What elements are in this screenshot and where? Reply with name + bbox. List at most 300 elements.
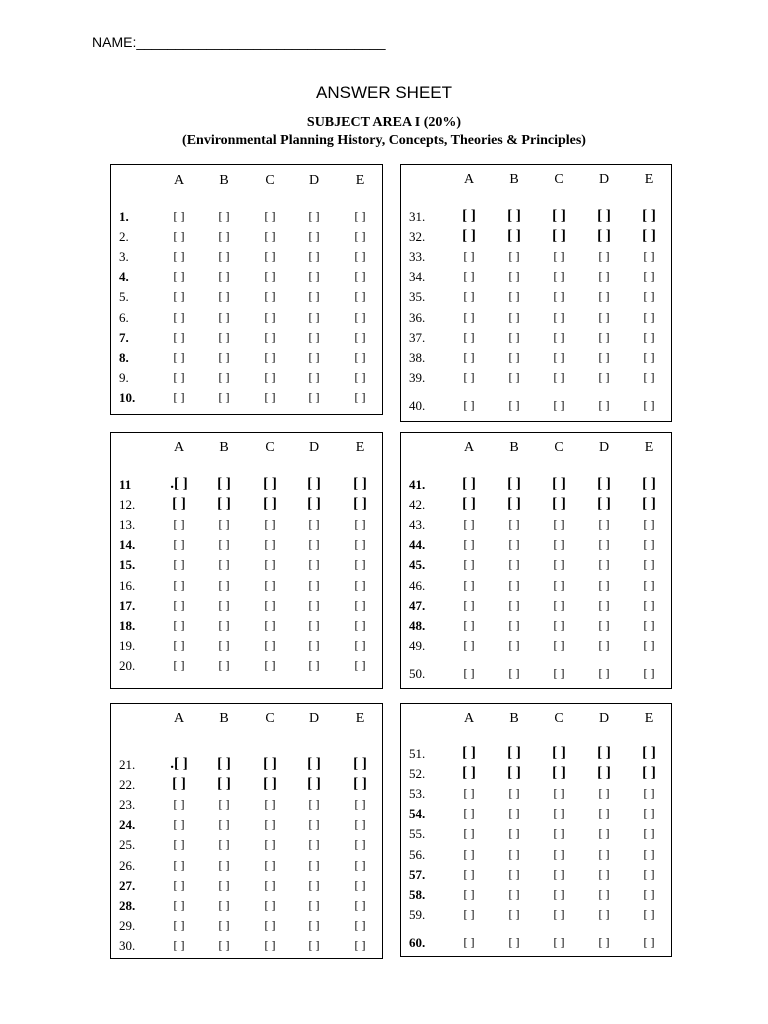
answer-option-b[interactable]: [ ] xyxy=(218,897,230,912)
answer-option-d[interactable]: [ ] xyxy=(598,517,610,532)
answer-option-d[interactable]: [ ] xyxy=(597,765,611,782)
answer-option-a[interactable]: [ ] xyxy=(173,637,185,652)
answer-option-d[interactable]: [ ] xyxy=(308,657,320,672)
answer-option-b[interactable]: [ ] xyxy=(218,329,230,344)
answer-option-c[interactable]: [ ] xyxy=(553,289,565,304)
answer-option-b[interactable]: [ ] xyxy=(218,857,230,872)
answer-option-d[interactable]: [ ] xyxy=(308,209,320,223)
answer-option-c[interactable]: [ ] xyxy=(553,665,565,680)
answer-option-d[interactable]: [ ] xyxy=(598,329,610,344)
answer-option-e[interactable]: [ ] xyxy=(643,665,655,680)
answer-option-b[interactable]: [ ] xyxy=(508,806,520,821)
answer-option-e[interactable]: [ ] xyxy=(642,476,656,492)
answer-option-c[interactable]: [ ] xyxy=(264,229,276,244)
answer-option-e[interactable]: [ ] xyxy=(354,917,366,932)
answer-option-a[interactable]: [ ] xyxy=(463,249,475,264)
answer-option-e[interactable]: [ ] xyxy=(353,756,367,772)
answer-option-e[interactable]: [ ] xyxy=(643,846,655,861)
answer-option-b[interactable]: [ ] xyxy=(218,229,230,244)
answer-option-a[interactable]: [ ] xyxy=(173,797,185,812)
answer-option-d[interactable]: [ ] xyxy=(308,857,320,872)
answer-option-c[interactable]: [ ] xyxy=(553,269,565,284)
answer-option-a[interactable]: [ ] xyxy=(463,846,475,861)
answer-option-e[interactable]: [ ] xyxy=(354,349,366,364)
answer-option-e[interactable]: [ ] xyxy=(643,517,655,532)
answer-option-a[interactable]: [ ] xyxy=(463,309,475,324)
answer-option-a[interactable]: [ ] xyxy=(173,537,185,552)
answer-option-c[interactable]: [ ] xyxy=(264,637,276,652)
answer-option-e[interactable]: [ ] xyxy=(354,389,366,404)
answer-option-d[interactable]: [ ] xyxy=(308,369,320,384)
answer-option-b[interactable]: [ ] xyxy=(508,617,520,632)
answer-option-e[interactable]: [ ] xyxy=(643,537,655,552)
answer-option-d[interactable]: [ ] xyxy=(308,597,320,612)
answer-option-d[interactable]: [ ] xyxy=(307,496,321,513)
answer-option-e[interactable]: [ ] xyxy=(642,228,656,245)
answer-option-d[interactable]: [ ] xyxy=(598,369,610,384)
answer-option-a[interactable]: [ ] xyxy=(463,557,475,572)
answer-option-c[interactable]: [ ] xyxy=(553,349,565,364)
answer-option-a[interactable]: [ ] xyxy=(172,776,186,793)
answer-option-b[interactable]: [ ] xyxy=(218,209,230,223)
answer-option-e[interactable]: [ ] xyxy=(354,229,366,244)
answer-option-a[interactable]: [ ] xyxy=(173,657,185,672)
answer-option-c[interactable]: [ ] xyxy=(552,208,566,224)
answer-option-b[interactable]: [ ] xyxy=(508,597,520,612)
answer-option-e[interactable]: [ ] xyxy=(354,309,366,324)
answer-option-b[interactable]: [ ] xyxy=(508,906,520,921)
answer-option-e[interactable]: [ ] xyxy=(354,517,366,532)
answer-option-e[interactable]: [ ] xyxy=(643,806,655,821)
answer-option-d[interactable]: [ ] xyxy=(308,517,320,532)
answer-option-c[interactable]: [ ] xyxy=(553,369,565,384)
answer-option-d[interactable]: [ ] xyxy=(598,597,610,612)
answer-option-b[interactable]: [ ] xyxy=(508,289,520,304)
answer-option-e[interactable]: [ ] xyxy=(354,557,366,572)
answer-option-a[interactable]: [ ] xyxy=(173,617,185,632)
answer-option-d[interactable]: [ ] xyxy=(308,349,320,364)
answer-option-e[interactable]: [ ] xyxy=(354,577,366,592)
answer-option-e[interactable]: [ ] xyxy=(353,496,367,513)
answer-option-e[interactable]: [ ] xyxy=(354,657,366,672)
answer-option-a[interactable]: [ ] xyxy=(173,897,185,912)
answer-option-d[interactable]: [ ] xyxy=(307,476,321,492)
answer-option-d[interactable]: [ ] xyxy=(598,637,610,652)
answer-option-a[interactable]: [ ] xyxy=(173,389,185,404)
answer-option-c[interactable]: [ ] xyxy=(553,517,565,532)
answer-option-b[interactable]: [ ] xyxy=(218,597,230,612)
answer-option-e[interactable]: [ ] xyxy=(642,496,656,513)
answer-option-c[interactable]: [ ] xyxy=(264,209,276,223)
answer-option-d[interactable]: [ ] xyxy=(307,776,321,793)
answer-option-e[interactable]: [ ] xyxy=(354,837,366,852)
answer-option-d[interactable]: [ ] xyxy=(308,877,320,892)
answer-option-c[interactable]: [ ] xyxy=(553,886,565,901)
answer-option-b[interactable]: [ ] xyxy=(218,617,230,632)
answer-option-b[interactable]: [ ] xyxy=(508,846,520,861)
answer-option-a[interactable]: [ ] xyxy=(173,289,185,304)
answer-option-b[interactable]: [ ] xyxy=(508,886,520,901)
answer-option-c[interactable]: [ ] xyxy=(263,476,277,492)
answer-option-d[interactable]: [ ] xyxy=(308,269,320,284)
answer-option-a[interactable]: [ ] xyxy=(173,817,185,832)
answer-option-a[interactable]: [ ] xyxy=(463,577,475,592)
answer-option-a[interactable]: [ ] xyxy=(463,637,475,652)
answer-option-d[interactable]: [ ] xyxy=(598,309,610,324)
answer-option-e[interactable]: [ ] xyxy=(354,597,366,612)
answer-option-d[interactable]: [ ] xyxy=(308,389,320,404)
answer-option-e[interactable]: [ ] xyxy=(643,557,655,572)
answer-option-b[interactable]: [ ] xyxy=(508,826,520,841)
answer-option-d[interactable]: [ ] xyxy=(308,577,320,592)
answer-option-b[interactable]: [ ] xyxy=(508,369,520,384)
answer-option-c[interactable]: [ ] xyxy=(553,617,565,632)
answer-option-e[interactable]: [ ] xyxy=(354,209,366,223)
answer-option-c[interactable]: [ ] xyxy=(264,617,276,632)
answer-option-a[interactable]: [ ] xyxy=(462,765,476,782)
answer-option-b[interactable]: [ ] xyxy=(508,786,520,801)
answer-option-d[interactable]: [ ] xyxy=(597,228,611,245)
answer-option-d[interactable]: [ ] xyxy=(598,557,610,572)
answer-option-a[interactable]: [ ] xyxy=(173,209,185,223)
answer-option-c[interactable]: [ ] xyxy=(553,934,565,949)
answer-option-e[interactable]: [ ] xyxy=(353,776,367,793)
answer-option-c[interactable]: [ ] xyxy=(552,228,566,245)
answer-option-b[interactable]: [ ] xyxy=(218,797,230,812)
answer-option-d[interactable]: [ ] xyxy=(308,249,320,264)
answer-option-a[interactable]: [ ] xyxy=(463,517,475,532)
answer-option-b[interactable]: [ ] xyxy=(508,665,520,680)
answer-option-b[interactable]: [ ] xyxy=(508,866,520,881)
answer-option-d[interactable]: [ ] xyxy=(308,309,320,324)
answer-option-b[interactable]: [ ] xyxy=(508,349,520,364)
answer-option-d[interactable]: [ ] xyxy=(598,289,610,304)
answer-option-a[interactable]: [ ] xyxy=(462,208,476,224)
answer-option-a[interactable]: .[ ] xyxy=(170,476,188,492)
answer-option-d[interactable]: [ ] xyxy=(598,249,610,264)
answer-option-e[interactable]: [ ] xyxy=(354,617,366,632)
answer-option-b[interactable]: [ ] xyxy=(218,937,230,952)
answer-option-c[interactable]: [ ] xyxy=(264,937,276,952)
answer-option-b[interactable]: [ ] xyxy=(507,208,521,224)
answer-option-b[interactable]: [ ] xyxy=(218,557,230,572)
answer-option-c[interactable]: [ ] xyxy=(553,846,565,861)
answer-option-a[interactable]: [ ] xyxy=(173,269,185,284)
answer-option-c[interactable]: [ ] xyxy=(263,496,277,513)
answer-option-d[interactable]: [ ] xyxy=(598,866,610,881)
answer-option-b[interactable]: [ ] xyxy=(507,745,521,761)
answer-option-b[interactable]: [ ] xyxy=(218,657,230,672)
answer-option-e[interactable]: [ ] xyxy=(643,617,655,632)
answer-option-d[interactable]: [ ] xyxy=(308,617,320,632)
answer-option-a[interactable]: [ ] xyxy=(173,249,185,264)
answer-option-c[interactable]: [ ] xyxy=(264,817,276,832)
answer-option-d[interactable]: [ ] xyxy=(308,797,320,812)
answer-option-a[interactable]: [ ] xyxy=(173,877,185,892)
answer-option-a[interactable]: [ ] xyxy=(463,349,475,364)
answer-option-e[interactable]: [ ] xyxy=(643,249,655,264)
answer-option-a[interactable]: [ ] xyxy=(463,906,475,921)
answer-option-b[interactable]: [ ] xyxy=(508,557,520,572)
answer-option-b[interactable]: [ ] xyxy=(507,228,521,245)
answer-option-c[interactable]: [ ] xyxy=(264,597,276,612)
answer-option-e[interactable]: [ ] xyxy=(354,249,366,264)
answer-option-d[interactable]: [ ] xyxy=(308,937,320,952)
answer-option-c[interactable]: [ ] xyxy=(264,329,276,344)
answer-option-e[interactable]: [ ] xyxy=(354,897,366,912)
answer-option-a[interactable]: [ ] xyxy=(173,349,185,364)
answer-option-e[interactable]: [ ] xyxy=(643,397,655,412)
answer-option-a[interactable]: [ ] xyxy=(463,826,475,841)
answer-option-a[interactable]: [ ] xyxy=(463,866,475,881)
answer-option-b[interactable]: [ ] xyxy=(218,309,230,324)
answer-option-b[interactable]: [ ] xyxy=(218,389,230,404)
answer-option-c[interactable]: [ ] xyxy=(264,557,276,572)
answer-option-a[interactable]: [ ] xyxy=(173,229,185,244)
answer-option-c[interactable]: [ ] xyxy=(264,309,276,324)
answer-option-e[interactable]: [ ] xyxy=(354,817,366,832)
answer-option-b[interactable]: [ ] xyxy=(507,476,521,492)
answer-option-c[interactable]: [ ] xyxy=(264,249,276,264)
answer-option-b[interactable]: [ ] xyxy=(218,637,230,652)
answer-option-d[interactable]: [ ] xyxy=(308,229,320,244)
answer-option-a[interactable]: [ ] xyxy=(173,369,185,384)
answer-option-e[interactable]: [ ] xyxy=(642,765,656,782)
answer-option-b[interactable]: [ ] xyxy=(218,817,230,832)
answer-option-d[interactable]: [ ] xyxy=(597,208,611,224)
answer-option-d[interactable]: [ ] xyxy=(597,745,611,761)
answer-option-c[interactable]: [ ] xyxy=(552,476,566,492)
answer-option-a[interactable]: [ ] xyxy=(463,289,475,304)
answer-option-d[interactable]: [ ] xyxy=(308,557,320,572)
answer-option-d[interactable]: [ ] xyxy=(598,665,610,680)
answer-option-d[interactable]: [ ] xyxy=(308,289,320,304)
answer-option-a[interactable]: [ ] xyxy=(173,857,185,872)
answer-option-c[interactable]: [ ] xyxy=(264,537,276,552)
answer-option-c[interactable]: [ ] xyxy=(264,269,276,284)
answer-option-a[interactable]: [ ] xyxy=(173,329,185,344)
answer-option-b[interactable]: [ ] xyxy=(218,537,230,552)
answer-option-a[interactable]: [ ] xyxy=(462,745,476,761)
answer-option-d[interactable]: [ ] xyxy=(308,329,320,344)
answer-option-b[interactable]: [ ] xyxy=(508,269,520,284)
answer-option-e[interactable]: [ ] xyxy=(643,369,655,384)
answer-option-a[interactable]: [ ] xyxy=(463,369,475,384)
answer-option-d[interactable]: [ ] xyxy=(308,917,320,932)
answer-option-c[interactable]: [ ] xyxy=(552,745,566,761)
answer-option-e[interactable]: [ ] xyxy=(643,597,655,612)
answer-option-c[interactable]: [ ] xyxy=(264,837,276,852)
answer-option-d[interactable]: [ ] xyxy=(308,537,320,552)
answer-option-e[interactable]: [ ] xyxy=(643,269,655,284)
answer-option-d[interactable]: [ ] xyxy=(598,846,610,861)
answer-option-b[interactable]: [ ] xyxy=(218,837,230,852)
answer-option-a[interactable]: [ ] xyxy=(463,806,475,821)
answer-option-c[interactable]: [ ] xyxy=(552,765,566,782)
answer-option-c[interactable]: [ ] xyxy=(264,389,276,404)
answer-option-c[interactable]: [ ] xyxy=(553,309,565,324)
answer-option-c[interactable]: [ ] xyxy=(264,289,276,304)
answer-option-c[interactable]: [ ] xyxy=(553,329,565,344)
answer-option-d[interactable]: [ ] xyxy=(308,897,320,912)
answer-option-c[interactable]: [ ] xyxy=(264,797,276,812)
answer-option-a[interactable]: [ ] xyxy=(463,786,475,801)
answer-option-b[interactable]: [ ] xyxy=(508,577,520,592)
answer-option-d[interactable]: [ ] xyxy=(598,906,610,921)
answer-option-a[interactable]: [ ] xyxy=(462,228,476,245)
answer-option-e[interactable]: [ ] xyxy=(354,369,366,384)
answer-option-e[interactable]: [ ] xyxy=(354,857,366,872)
answer-option-e[interactable]: [ ] xyxy=(643,349,655,364)
answer-option-c[interactable]: [ ] xyxy=(553,806,565,821)
answer-option-b[interactable]: [ ] xyxy=(218,269,230,284)
answer-option-a[interactable]: [ ] xyxy=(462,476,476,492)
answer-option-c[interactable]: [ ] xyxy=(264,369,276,384)
answer-option-a[interactable]: [ ] xyxy=(463,537,475,552)
answer-option-a[interactable]: [ ] xyxy=(173,837,185,852)
answer-option-c[interactable]: [ ] xyxy=(553,557,565,572)
answer-option-c[interactable]: [ ] xyxy=(553,577,565,592)
answer-option-c[interactable]: [ ] xyxy=(553,906,565,921)
answer-option-a[interactable]: [ ] xyxy=(173,597,185,612)
answer-option-e[interactable]: [ ] xyxy=(354,537,366,552)
answer-option-c[interactable]: [ ] xyxy=(264,917,276,932)
answer-option-e[interactable]: [ ] xyxy=(642,745,656,761)
answer-option-d[interactable]: [ ] xyxy=(598,577,610,592)
answer-option-d[interactable]: [ ] xyxy=(308,817,320,832)
answer-option-c[interactable]: [ ] xyxy=(263,776,277,793)
answer-option-d[interactable]: [ ] xyxy=(598,934,610,949)
answer-option-c[interactable]: [ ] xyxy=(553,866,565,881)
name-line[interactable]: NAME:________________________________ xyxy=(92,34,386,50)
answer-option-b[interactable]: [ ] xyxy=(508,397,520,412)
answer-option-c[interactable]: [ ] xyxy=(264,517,276,532)
answer-option-d[interactable]: [ ] xyxy=(307,756,321,772)
answer-option-c[interactable]: [ ] xyxy=(552,496,566,513)
answer-option-e[interactable]: [ ] xyxy=(643,786,655,801)
answer-option-a[interactable]: [ ] xyxy=(463,269,475,284)
answer-option-e[interactable]: [ ] xyxy=(643,866,655,881)
answer-option-d[interactable]: [ ] xyxy=(598,786,610,801)
answer-option-c[interactable]: [ ] xyxy=(264,349,276,364)
answer-option-d[interactable]: [ ] xyxy=(598,269,610,284)
answer-option-d[interactable]: [ ] xyxy=(598,349,610,364)
answer-option-b[interactable]: [ ] xyxy=(508,637,520,652)
answer-option-c[interactable]: [ ] xyxy=(553,249,565,264)
answer-option-c[interactable]: [ ] xyxy=(263,756,277,772)
answer-option-c[interactable]: [ ] xyxy=(553,597,565,612)
answer-option-b[interactable]: [ ] xyxy=(508,249,520,264)
answer-option-c[interactable]: [ ] xyxy=(553,537,565,552)
answer-option-e[interactable]: [ ] xyxy=(643,886,655,901)
answer-option-d[interactable]: [ ] xyxy=(598,397,610,412)
answer-option-b[interactable]: [ ] xyxy=(508,934,520,949)
answer-option-a[interactable]: [ ] xyxy=(463,886,475,901)
answer-option-a[interactable]: [ ] xyxy=(463,934,475,949)
answer-option-e[interactable]: [ ] xyxy=(643,637,655,652)
answer-option-c[interactable]: [ ] xyxy=(264,577,276,592)
answer-option-b[interactable]: [ ] xyxy=(217,776,231,793)
answer-option-a[interactable]: [ ] xyxy=(173,557,185,572)
answer-option-a[interactable]: [ ] xyxy=(463,665,475,680)
answer-option-c[interactable]: [ ] xyxy=(553,786,565,801)
answer-option-b[interactable]: [ ] xyxy=(508,329,520,344)
answer-option-a[interactable]: .[ ] xyxy=(170,756,188,772)
answer-option-b[interactable]: [ ] xyxy=(507,496,521,513)
answer-option-d[interactable]: [ ] xyxy=(598,826,610,841)
answer-option-a[interactable]: [ ] xyxy=(172,496,186,513)
answer-option-e[interactable]: [ ] xyxy=(354,637,366,652)
answer-option-d[interactable]: [ ] xyxy=(598,886,610,901)
answer-option-a[interactable]: [ ] xyxy=(173,937,185,952)
answer-option-b[interactable]: [ ] xyxy=(218,577,230,592)
answer-option-a[interactable]: [ ] xyxy=(463,617,475,632)
answer-option-e[interactable]: [ ] xyxy=(354,269,366,284)
answer-option-b[interactable]: [ ] xyxy=(218,917,230,932)
answer-option-d[interactable]: [ ] xyxy=(598,537,610,552)
answer-option-e[interactable]: [ ] xyxy=(643,577,655,592)
answer-option-e[interactable]: [ ] xyxy=(643,309,655,324)
answer-option-a[interactable]: [ ] xyxy=(463,597,475,612)
answer-option-a[interactable]: [ ] xyxy=(463,329,475,344)
answer-option-e[interactable]: [ ] xyxy=(642,208,656,224)
answer-option-e[interactable]: [ ] xyxy=(354,937,366,952)
answer-option-e[interactable]: [ ] xyxy=(643,289,655,304)
answer-option-b[interactable]: [ ] xyxy=(218,289,230,304)
answer-option-d[interactable]: [ ] xyxy=(308,637,320,652)
answer-option-e[interactable]: [ ] xyxy=(643,934,655,949)
answer-option-b[interactable]: [ ] xyxy=(508,517,520,532)
answer-option-b[interactable]: [ ] xyxy=(217,756,231,772)
answer-option-c[interactable]: [ ] xyxy=(264,857,276,872)
answer-option-a[interactable]: [ ] xyxy=(462,496,476,513)
answer-option-a[interactable]: [ ] xyxy=(173,517,185,532)
answer-option-b[interactable]: [ ] xyxy=(218,369,230,384)
answer-option-e[interactable]: [ ] xyxy=(643,826,655,841)
answer-option-d[interactable]: [ ] xyxy=(598,806,610,821)
answer-option-c[interactable]: [ ] xyxy=(264,657,276,672)
answer-option-a[interactable]: [ ] xyxy=(173,577,185,592)
answer-option-a[interactable]: [ ] xyxy=(173,309,185,324)
answer-option-c[interactable]: [ ] xyxy=(553,826,565,841)
answer-option-b[interactable]: [ ] xyxy=(218,349,230,364)
answer-option-d[interactable]: [ ] xyxy=(597,476,611,492)
answer-option-e[interactable]: [ ] xyxy=(643,906,655,921)
answer-option-e[interactable]: [ ] xyxy=(354,877,366,892)
answer-option-c[interactable]: [ ] xyxy=(553,397,565,412)
answer-option-d[interactable]: [ ] xyxy=(598,617,610,632)
answer-option-c[interactable]: [ ] xyxy=(264,877,276,892)
answer-option-e[interactable]: [ ] xyxy=(354,289,366,304)
answer-option-b[interactable]: [ ] xyxy=(217,476,231,492)
answer-option-b[interactable]: [ ] xyxy=(217,496,231,513)
answer-option-b[interactable]: [ ] xyxy=(218,249,230,264)
answer-option-b[interactable]: [ ] xyxy=(507,765,521,782)
answer-option-c[interactable]: [ ] xyxy=(553,637,565,652)
answer-option-a[interactable]: [ ] xyxy=(173,917,185,932)
answer-option-d[interactable]: [ ] xyxy=(597,496,611,513)
answer-option-a[interactable]: [ ] xyxy=(463,397,475,412)
answer-option-e[interactable]: [ ] xyxy=(643,329,655,344)
answer-option-e[interactable]: [ ] xyxy=(353,476,367,492)
answer-option-b[interactable]: [ ] xyxy=(508,537,520,552)
answer-option-e[interactable]: [ ] xyxy=(354,797,366,812)
answer-option-c[interactable]: [ ] xyxy=(264,897,276,912)
answer-option-b[interactable]: [ ] xyxy=(218,517,230,532)
answer-option-e[interactable]: [ ] xyxy=(354,329,366,344)
answer-option-b[interactable]: [ ] xyxy=(218,877,230,892)
answer-option-b[interactable]: [ ] xyxy=(508,309,520,324)
